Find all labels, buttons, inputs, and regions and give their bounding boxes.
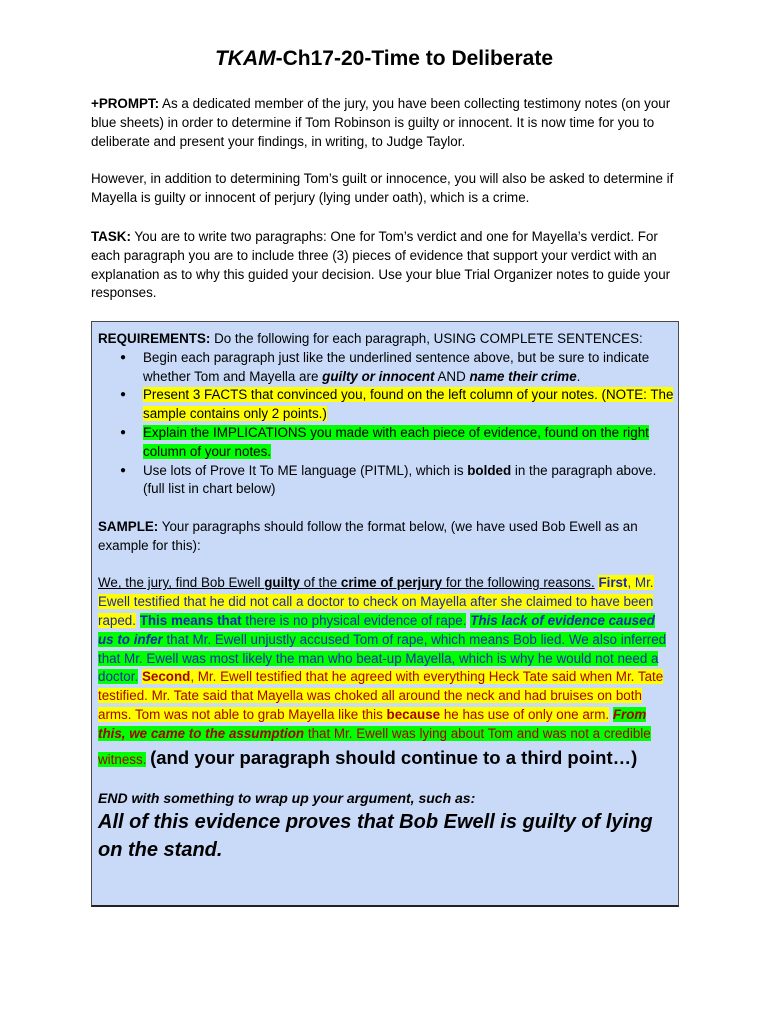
sample-continue-note: (and your paragraph should continue to a third point…) [150,746,638,768]
requirement-text: . [576,368,581,384]
task-paragraph [91,228,681,303]
requirement-text: AND [434,368,470,384]
sample-run: that Mr. Ewell was lying about Tom and was not a credible witness. [98,725,651,767]
requirement-text: Present 3 FACTS that convinced you, found on the left column of your notes. (NOTE: The sample contains only 2 points.) [143,387,674,422]
requirement-item [143,349,674,387]
sample-run: there is no physical evidence of rape. [241,612,467,628]
requirements-text: Do the following for each paragraph, USING COMPLETE SENTENCES: [210,331,643,346]
sample-run: for the following reasons. [442,575,595,591]
requirement-item [143,386,674,424]
requirements-label: REQUIREMENTS: [98,331,211,346]
page-title [0,44,768,74]
sample-run: We, the jury, find Bob Ewell [98,575,265,591]
requirement-text: in the paragraph above. (full list in chart below) [143,462,657,497]
requirement-text: Explain the IMPLICATIONS you made with each piece of evidence, found on the right column of your notes. [143,424,649,459]
however-paragraph: However, in addition to determining Tom’s guilt or innocence, you will also be asked to determine if Mayella is guilty or innocent of perjury (lying under oath), which is a crime. [91,171,674,205]
sample-run: Second [141,669,191,685]
sample-run: that Mr. Ewell unjustly accused Tom of rape, which means Bob lied. We also inferred that Mr. Ewell was most likely the man who beat-up Mayella, which is why he would not need a doctor. [98,631,667,685]
requirements-content [98,330,674,864]
requirement-item [143,462,674,500]
sample-heading [98,518,674,556]
sample-run: This lack of evidence caused us to infer [98,612,655,647]
sample-run: guilty [264,575,300,591]
prompt-label: +PROMPT: [91,96,160,111]
requirements-list [98,349,674,499]
requirement-emphasis: name their crime [469,368,577,384]
title-italic: TKAM [214,47,276,70]
sample-run: because [386,706,441,722]
closing-sentence: All of this evidence proves that Bob Ewell is guilty of lying on the stand. [98,811,653,862]
requirement-emphasis: bolded [467,462,512,478]
sample-run: , Mr. Ewell testified that he did not call a doctor to check on Mayella after she claimed to have been raped. [98,575,654,628]
prompt-text: As a dedicated member of the jury, you have been collecting testimony notes (on your blue sheets) in order to determine if Tom Robinson is guilty or innocent. It is now time for you to deliberate and present your findings, in writing, to Judge Taylor. [91,96,671,149]
requirement-emphasis: guilty or innocent [322,368,435,384]
task-label: TASK: [91,229,131,244]
requirements-box [91,321,679,907]
title-rest: -Ch17-20-Time to Deliberate [275,47,553,70]
end-instruction: END with something to wrap up your argument, such as: [98,790,476,807]
requirement-item [143,424,674,462]
sample-run: of the [299,575,341,591]
sample-run: crime of perjury [340,575,443,591]
sample-run: he has use of only one arm. [440,706,610,722]
sample-paragraph [98,574,674,770]
sample-label: SAMPLE: [98,518,159,534]
sample-text: Your paragraphs should follow the format below, (we have used Bob Ewell as an example for this): [98,518,638,553]
prompt-paragraph [91,95,681,151]
sample-run: From this, we came to the assumption [98,706,647,741]
requirements-heading [98,330,674,349]
sample-run: This means that [139,612,242,628]
sample-run: First [598,575,628,591]
task-text: You are to write two paragraphs: One for Tom’s verdict and one for Mayella’s verdict. For each paragraph you are to include three (3) pieces of evidence that support your verdict with an explanation as to why this guided your decision. Use your blue Trial Organizer notes to guide your responses. [91,229,671,301]
requirement-text: Use lots of Prove It To ME language (PITML), which is [143,462,468,478]
sample-run: , Mr. Ewell testified that he agreed with everything Heck Tate said when Mr. Tate testified. Mr. Tate said that Mayella was choked all around the neck and had bruises on both arms. Tom was not able to grab Mayella like this [98,669,664,722]
requirement-text: Begin each paragraph just like the underlined sentence above, but be sure to indicate whether Tom and Mayella are [143,349,650,384]
